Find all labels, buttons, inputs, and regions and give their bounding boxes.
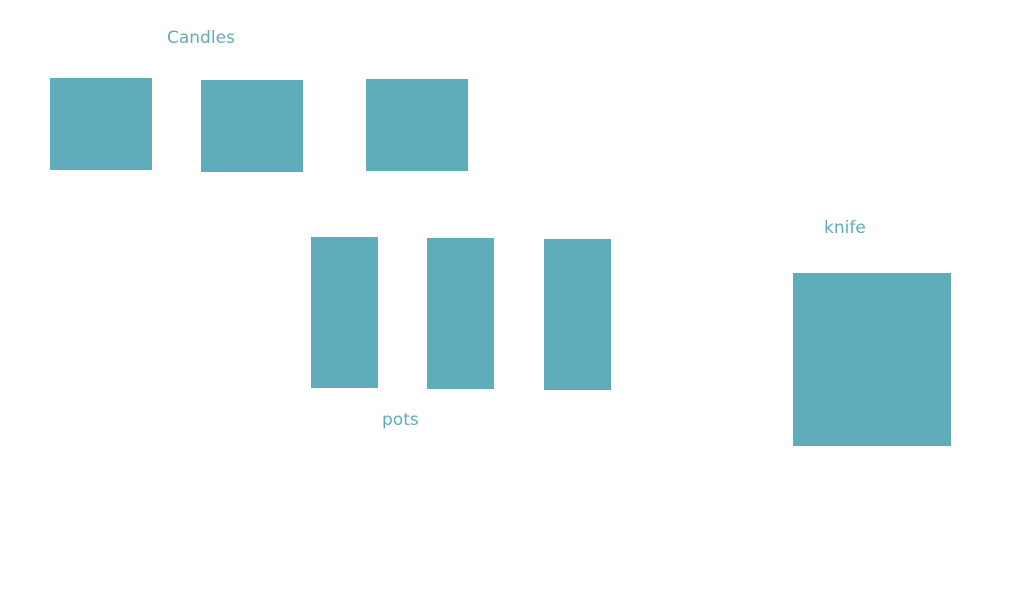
candles-group-label: Candles	[167, 28, 235, 48]
pot-item	[544, 239, 611, 390]
candle-item	[366, 79, 468, 171]
candle-item	[50, 78, 152, 170]
pot-item	[311, 237, 378, 388]
pots-group-label: pots	[382, 410, 419, 430]
knife-item	[793, 273, 951, 446]
candle-item	[201, 80, 303, 172]
knife-group-label: knife	[824, 218, 866, 238]
pot-item	[427, 238, 494, 389]
